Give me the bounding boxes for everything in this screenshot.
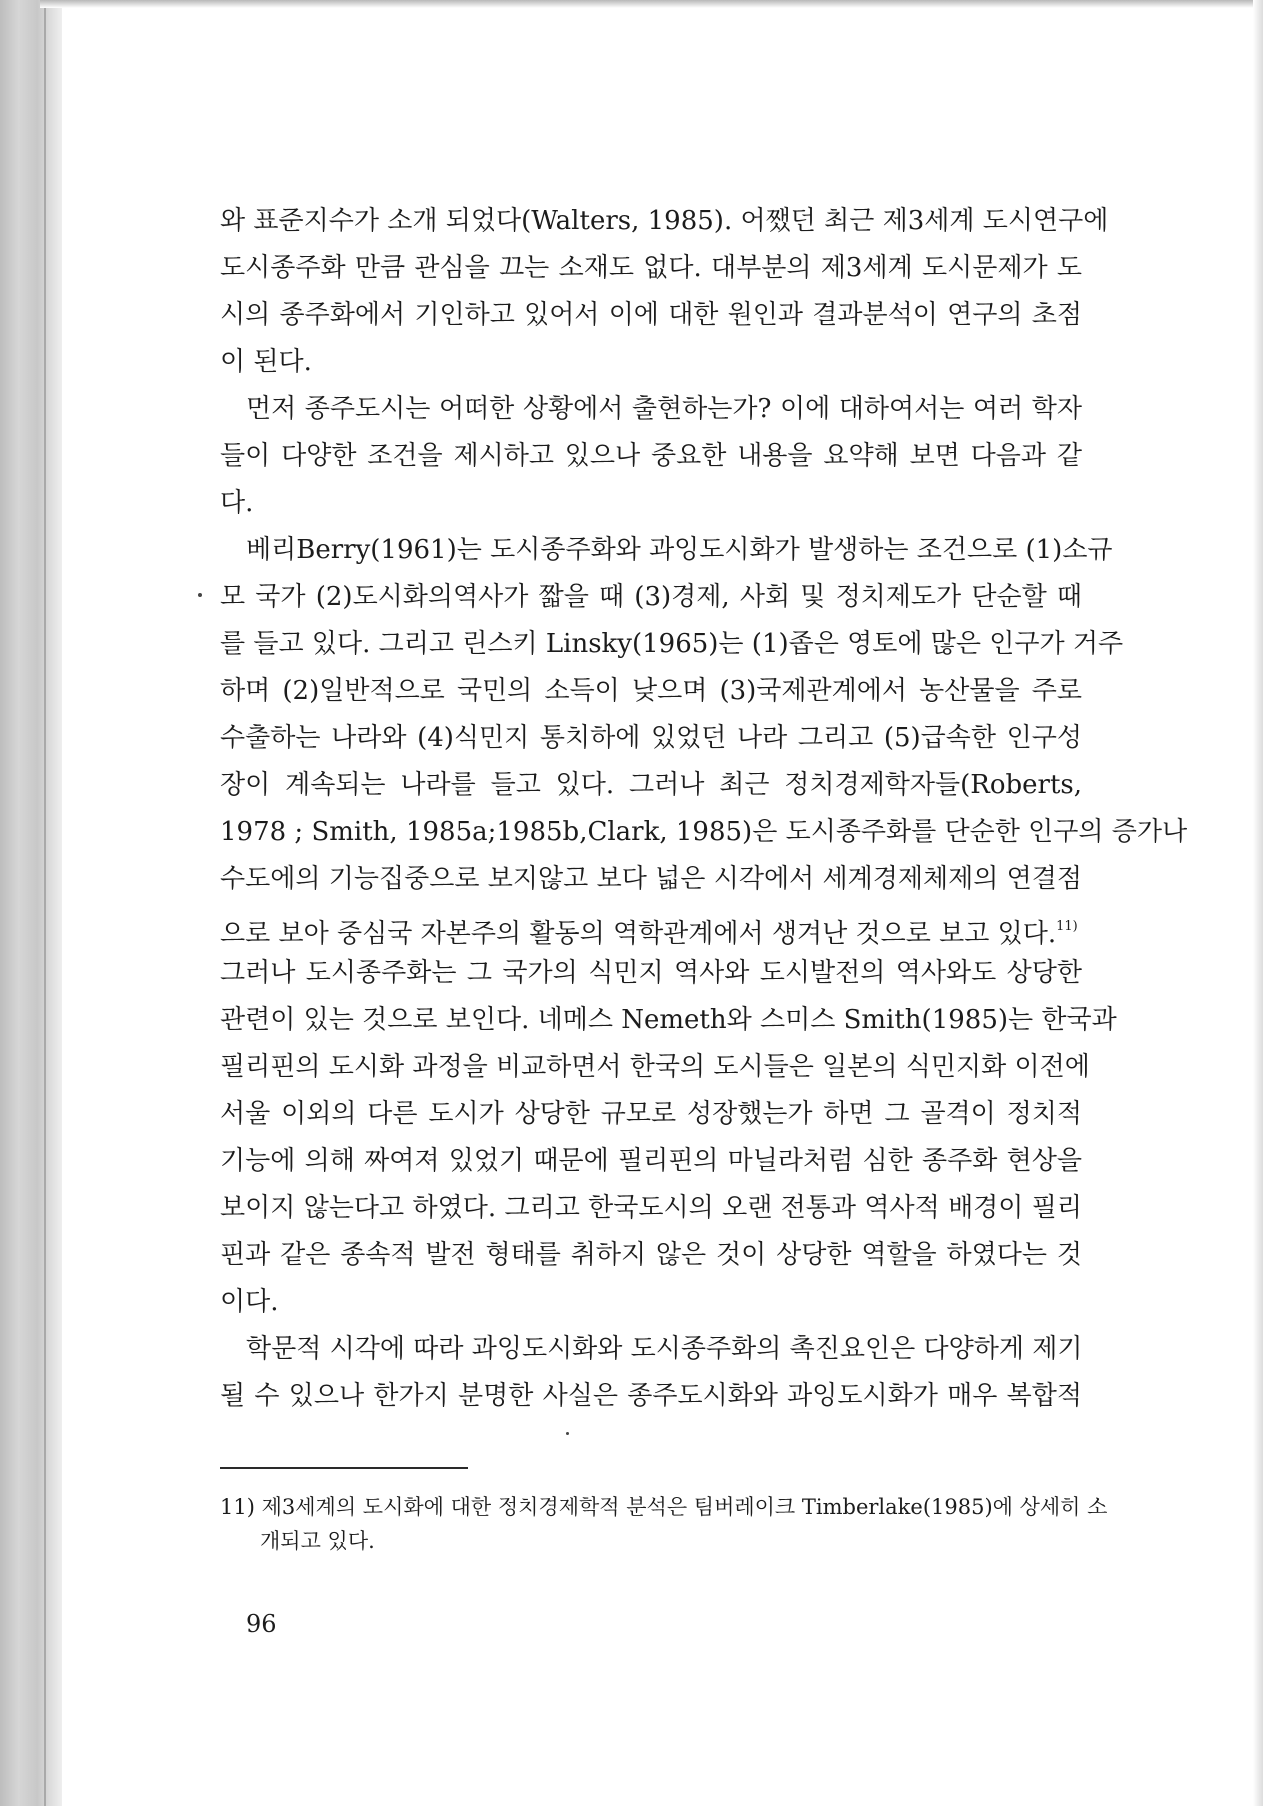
text-line: 다. — [220, 488, 254, 518]
text-line: 될 수 있으나 한가지 분명한 사실은 종주도시화와 과잉도시화가 매우 복합적 — [220, 1381, 1082, 1411]
footnote-marker: 11) — [220, 1495, 255, 1519]
text-line-content: 으로 보아 중심국 자본주의 활동의 역학관계에서 생겨난 것으로 보고 있다. — [220, 919, 1057, 949]
text-line: 관련이 있는 것으로 보인다. 네메스 Nemeth와 스미스 Smith(1985)는 한국과 — [220, 1005, 1117, 1035]
text-line: 하며 (2)일반적으로 국민의 소득이 낮으며 (3)국제관계에서 농산물을 주로 — [220, 676, 1082, 706]
footnote — [220, 1490, 1108, 1558]
text-line: 1978 ; Smith, 1985a;1985b,Clark, 1985)은 도시종주화를 단순한 인구의 증가나 — [220, 817, 1188, 847]
book-spine-edge — [44, 0, 46, 1806]
footnote-divider — [220, 1467, 468, 1469]
scan-speck — [198, 593, 202, 597]
text-line: 이다. — [220, 1287, 279, 1317]
text-line-with-footnote-ref — [220, 903, 1082, 950]
footnote-text: 제3세계의 도시화에 대한 정치경제학적 분석은 팀버레이크 Timberlake(1985)에 상세히 소 — [261, 1495, 1108, 1519]
text-line: 수도에의 기능집중으로 보지않고 보다 넓은 시각에서 세계경제체제의 연결점 — [220, 864, 1082, 894]
text-line: 그러나 도시종주화는 그 국가의 식민지 역사와 도시발전의 역사와도 상당한 — [220, 958, 1082, 988]
body-text — [220, 198, 1188, 1420]
scan-speck — [566, 1432, 569, 1435]
text-line: 를 들고 있다. 그리고 린스키 Linsky(1965)는 (1)좁은 영토에 많은 인구가 거주 — [220, 629, 1124, 659]
text-line: 장이 계속되는 나라를 들고 있다. 그러나 최근 정치경제학자들(Roberts, — [220, 770, 1082, 800]
text-line: 이 된다. — [220, 347, 312, 377]
text-line: 와 표준지수가 소개 되었다(Walters, 1985). 어쨌던 최근 제3세계 도시연구에 — [220, 206, 1109, 236]
text-line: 베리Berry(1961)는 도시종주화와 과잉도시화가 발생하는 조건으로 (1)소규 — [246, 535, 1113, 565]
text-line: 핀과 같은 종속적 발전 형태를 취하지 않은 것이 상당한 역할을 하였다는 것 — [220, 1240, 1082, 1270]
text-line: 학문적 시각에 따라 과잉도시화와 도시종주화의 촉진요인은 다양하게 제기 — [246, 1334, 1083, 1364]
text-line: 먼저 종주도시는 어떠한 상황에서 출현하는가? 이에 대하여서는 여러 학자 — [246, 394, 1082, 424]
text-line: 모 국가 (2)도시화의역사가 짧을 때 (3)경제, 사회 및 정치제도가 단순할 때 — [220, 582, 1082, 612]
text-line: 시의 종주화에서 기인하고 있어서 이에 대한 원인과 결과분석이 연구의 초점 — [220, 300, 1082, 330]
page-number: 96 — [246, 1610, 277, 1638]
text-line: 수출하는 나라와 (4)식민지 통치하에 있었던 나라 그리고 (5)급속한 인구성 — [220, 723, 1082, 753]
page-right-edge — [1253, 0, 1263, 1806]
text-line: 필리핀의 도시화 과정을 비교하면서 한국의 도시들은 일본의 식민지화 이전에 — [220, 1052, 1090, 1082]
text-line: 서울 이외의 다른 도시가 상당한 규모로 성장했는가 하면 그 골격이 정치적 — [220, 1099, 1082, 1129]
text-line: 들이 다양한 조건을 제시하고 있으나 중요한 내용을 요약해 보면 다음과 같 — [220, 441, 1082, 471]
footnote-line — [220, 1490, 1108, 1524]
text-line: 기능에 의해 짜여져 있었기 때문에 필리핀의 마닐라처럼 심한 종주화 현상을 — [220, 1146, 1082, 1176]
text-line: 보이지 않는다고 하였다. 그리고 한국도시의 오랜 전통과 역사적 배경이 필리 — [220, 1193, 1082, 1223]
text-line: 도시종주화 만큼 관심을 끄는 소재도 없다. 대부분의 제3세계 도시문제가 도 — [220, 253, 1082, 283]
footnote-line: 개되고 있다. — [260, 1529, 375, 1553]
page-top-edge — [40, 0, 1263, 8]
footnote-reference: 11) — [1056, 919, 1078, 934]
book-spine-shadow — [0, 0, 62, 1806]
